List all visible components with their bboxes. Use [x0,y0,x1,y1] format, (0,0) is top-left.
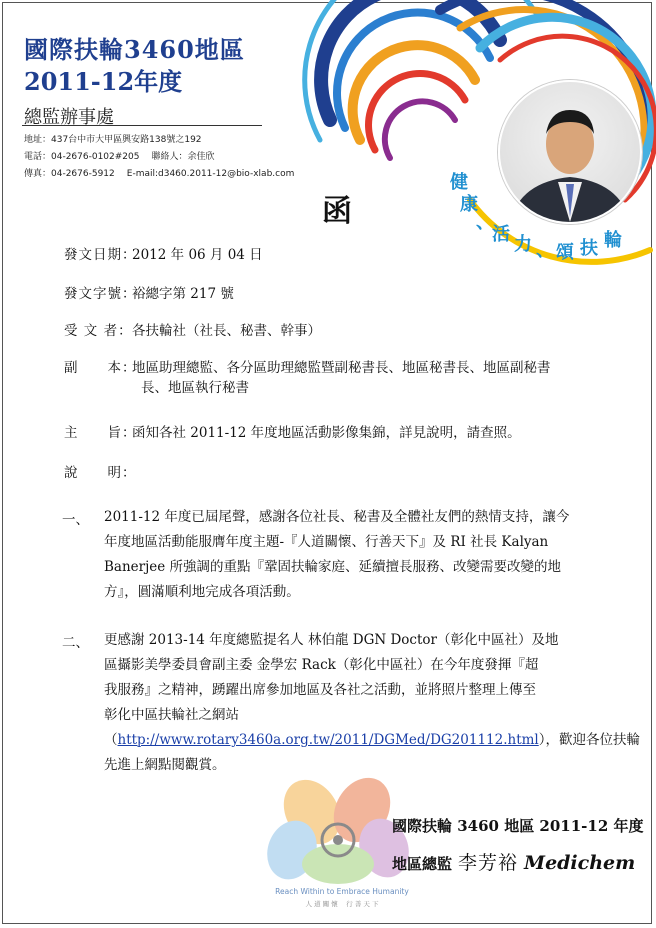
subject-label: 主 旨： [64,425,137,441]
date-value: 2012 年 06 月 04 日 [132,247,263,263]
signature-role: 地區總監 [392,855,453,873]
fax-line [24,166,294,179]
item-number: 二、 [62,635,89,651]
link-suffix: ），歡迎各位扶輪 [538,732,640,748]
cc-row-cont: 長、地區執行秘書 [141,380,249,396]
contact-person: 聯絡人：余佳欣 [151,152,215,162]
signature-en-name: Medichem [524,852,636,874]
slogan-char: 力 [514,234,532,255]
signature-org: 國際扶輪 3460 地區 2011-12 年度 [392,817,644,835]
slogan-char: 、 [536,240,554,261]
item-line: 2011-12 年度已屆尾聲，感謝各位社長、秘書及全體社友們的熱情支持，讓今 [104,509,570,525]
item-link-line [104,728,640,753]
slogan-char: 輪 [604,230,622,251]
logo-tagline: Reach Within to Embrace Humanity [275,887,409,896]
email: E-mail:d3460.2011-12@bio-xlab.com [126,169,295,179]
item-line: 我服務』之精神，踴躍出席參加地區及各社之活動，並將照片整理上傳至 [104,682,536,698]
item-paragraph [104,628,640,778]
logo-chinese: 人 道 關 懷 行 善 天 下 [305,900,379,908]
signature-name: 李芳裕 [458,852,519,874]
item-line: 彰化中區扶輪社之網站 [104,707,239,723]
description-row [64,463,137,483]
slogan-char: 、 [476,212,494,233]
recipient-label: 受 文 者： [64,323,133,339]
item-line: 方』，圓滿順利地完成各項活動。 [104,584,300,600]
cc-label: 副 本： [64,360,137,376]
subject-row [64,423,521,443]
item-line: 區攝影美學委員會副主委 金學宏 Rack（彰化中區社）在今年度發揮『超 [104,657,539,673]
slogan-char: 康 [460,194,478,215]
cc-value: 地區助理總監、各分區助理總監暨副秘書長、地區秘書長、地區副秘書 [132,360,551,376]
item-line: 先進上網點閱觀賞。 [104,757,226,773]
date-row [64,245,263,265]
description-label: 說 明： [64,465,137,481]
ref-row [64,284,234,304]
slogan-char: 活 [492,224,510,245]
cc-row [64,358,551,378]
document-type: 函 [322,194,352,229]
address-line: 地址：437台中市大甲區興安路138號之192 [24,135,202,145]
slogan-char: 頌 [556,242,574,263]
ref-value: 裕總字第 217 號 [132,286,234,302]
date-label: 發文日期： [64,247,137,263]
signature-line [392,848,635,875]
recipient-value: 各扶輪社（社長、秘書、幹事） [132,323,321,339]
fax: 傳真：04-2676-5912 [24,169,115,179]
district-title: 國際扶輪3460地區 [24,35,245,64]
item-line: 更感謝 2013-14 年度總監提名人 林伯龍 DGN Doctor（彰化中區社）及地 [104,632,559,648]
theme-logo [262,772,422,912]
phone: 電話：04-2676-0102#205 [24,152,140,162]
header-divider [22,125,262,126]
slogan-char: 扶 [580,238,598,259]
year-title: 2011-12年度 [24,67,183,96]
office-name: 總監辦事處 [24,107,114,128]
phone-line [24,149,215,162]
slogan-arc [440,150,640,270]
item-line: 年度地區活動能服膺年度主題-『人道關懷、行善天下』及 RI 社長 Kalyan [104,534,549,550]
ref-label: 發文字號： [64,286,137,302]
link-prefix: （ [104,732,118,748]
website-link[interactable]: http://www.rotary3460a.org.tw/2011/DGMed/DG201112.html [117,732,539,748]
subject-value: 函知各社 2011-12 年度地區活動影像集錦，詳見說明，請查照。 [132,425,521,441]
item-number: 一、 [62,512,89,528]
item-line: Banerjee 所強調的重點『鞏固扶輪家庭、延續擅長服務、改變需要改變的地 [104,559,562,575]
slogan-char: 健 [450,172,468,193]
item-paragraph [104,505,624,605]
recipient-row [64,321,321,341]
